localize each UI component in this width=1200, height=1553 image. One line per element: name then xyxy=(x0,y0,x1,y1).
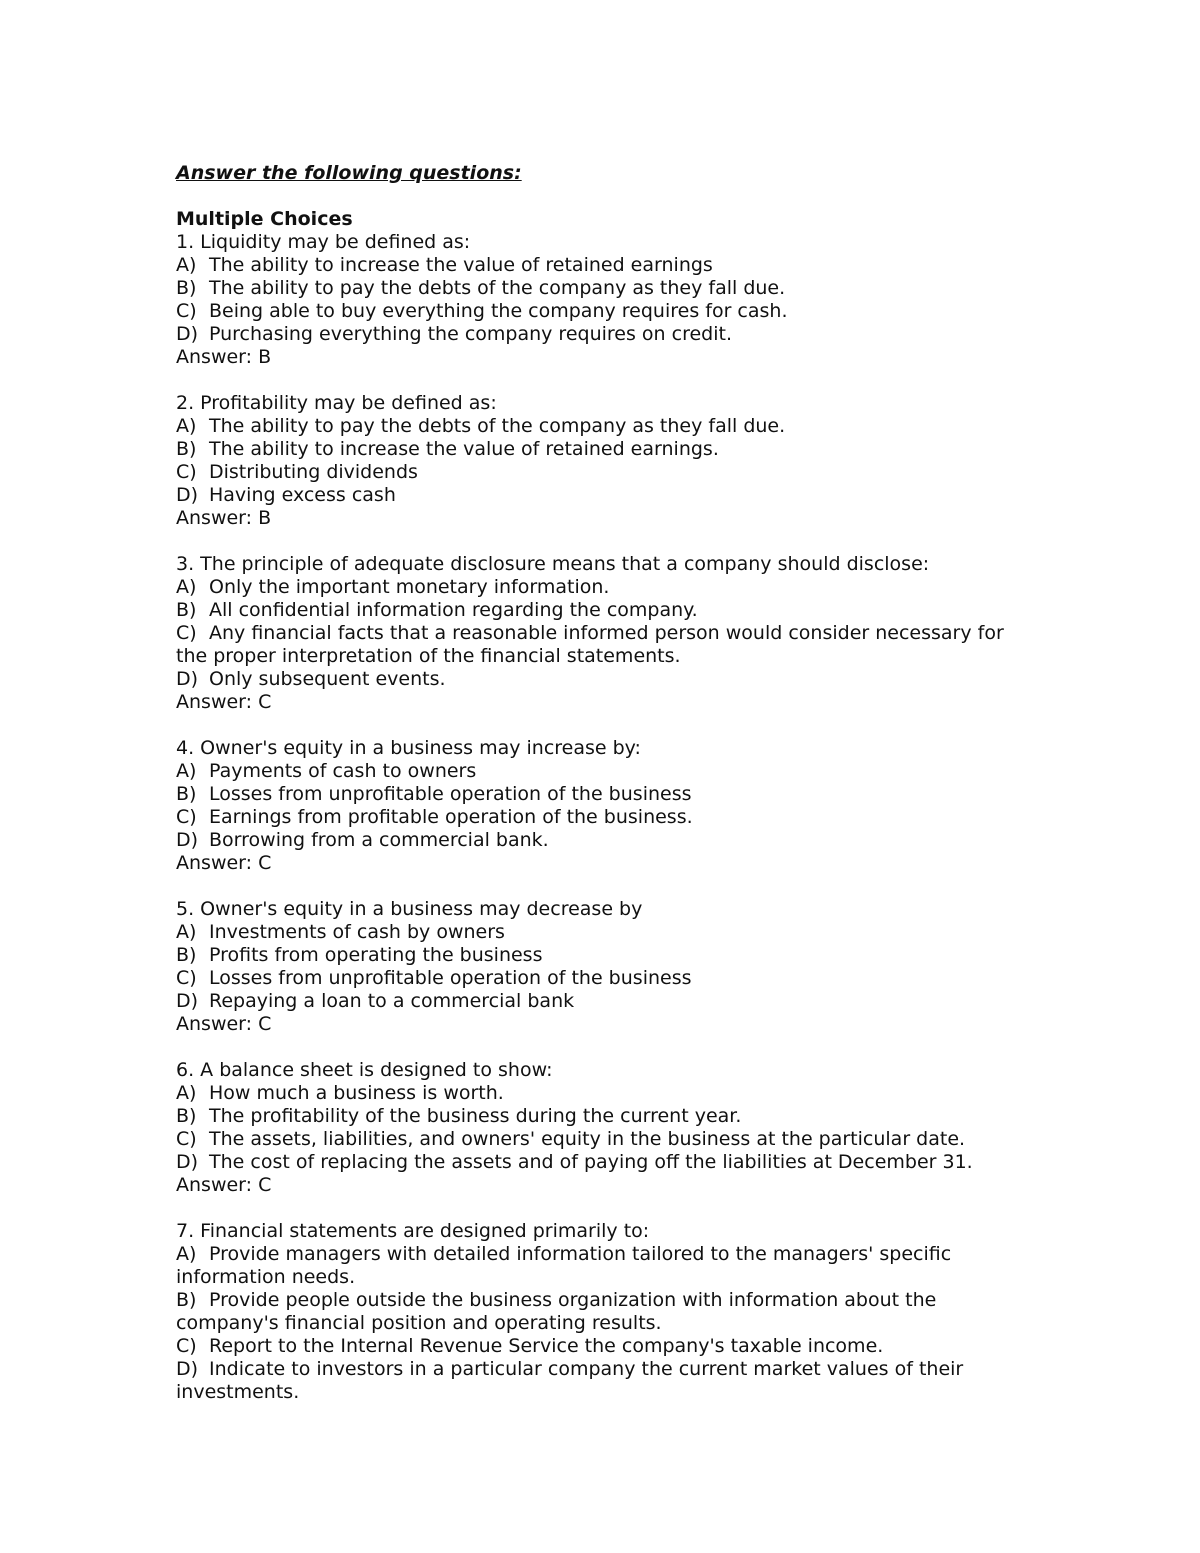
option-label: A) xyxy=(176,921,197,943)
answer-option xyxy=(176,1105,1036,1128)
answer-key: Answer: B xyxy=(176,346,272,368)
option-text: Being able to buy everything the company requires for cash. xyxy=(209,300,788,322)
answer-option xyxy=(176,921,1036,944)
question-block xyxy=(176,1220,1036,1404)
option-text: Provide people outside the business organization with information about the company's financial position and operating results. xyxy=(176,1289,937,1334)
option-label: D) xyxy=(176,668,199,690)
option-label: B) xyxy=(176,1105,197,1127)
answer-option xyxy=(176,760,1036,783)
option-label: C) xyxy=(176,461,197,483)
question-block xyxy=(176,392,1036,530)
answer-option xyxy=(176,783,1036,806)
question-block xyxy=(176,553,1036,714)
option-text: Report to the Internal Revenue Service the company's taxable income. xyxy=(209,1335,884,1357)
answer-option xyxy=(176,1243,1036,1289)
option-text: The ability to pay the debts of the company as they fall due. xyxy=(209,415,786,437)
question-block xyxy=(176,737,1036,875)
answer-option xyxy=(176,323,1036,346)
option-label: A) xyxy=(176,254,197,276)
answer-option xyxy=(176,438,1036,461)
answer-option xyxy=(176,1335,1036,1358)
answer-key: Answer: B xyxy=(176,507,272,529)
answer-option xyxy=(176,599,1036,622)
option-label: B) xyxy=(176,783,197,805)
section-title: Multiple Choices xyxy=(176,208,353,230)
option-text: All confidential information regarding the company. xyxy=(209,599,698,621)
option-label: D) xyxy=(176,990,199,1012)
answer-option xyxy=(176,944,1036,967)
option-label: D) xyxy=(176,829,199,851)
option-label: B) xyxy=(176,1289,197,1311)
answer-option xyxy=(176,484,1036,507)
answer-option xyxy=(176,622,1036,668)
answer-option xyxy=(176,461,1036,484)
option-text: Indicate to investors in a particular company the current market values of their investments. xyxy=(176,1358,964,1403)
option-text: Only subsequent events. xyxy=(209,668,446,690)
page-heading: Answer the following questions: xyxy=(176,162,522,184)
option-label: C) xyxy=(176,967,197,989)
answer-option xyxy=(176,277,1036,300)
answer-option xyxy=(176,806,1036,829)
option-label: B) xyxy=(176,944,197,966)
option-label: D) xyxy=(176,1151,199,1173)
answer-option xyxy=(176,300,1036,323)
option-label: A) xyxy=(176,760,197,782)
option-text: Having excess cash xyxy=(209,484,396,506)
option-text: Only the important monetary information. xyxy=(209,576,610,598)
option-label: C) xyxy=(176,1128,197,1150)
option-text: The cost of replacing the assets and of paying off the liabilities at December 31. xyxy=(209,1151,973,1173)
option-text: How much a business is worth. xyxy=(209,1082,504,1104)
question-stem: 7. Financial statements are designed primarily to: xyxy=(176,1220,650,1242)
question-stem: 4. Owner's equity in a business may increase by: xyxy=(176,737,641,759)
answer-option xyxy=(176,668,1036,691)
option-label: B) xyxy=(176,438,197,460)
option-label: A) xyxy=(176,415,197,437)
option-label: B) xyxy=(176,599,197,621)
option-text: The ability to increase the value of retained earnings xyxy=(209,254,713,276)
answer-option xyxy=(176,415,1036,438)
option-text: Earnings from profitable operation of the business. xyxy=(209,806,693,828)
answer-option xyxy=(176,1082,1036,1105)
question-stem: 1. Liquidity may be defined as: xyxy=(176,231,471,253)
question-list xyxy=(176,231,1036,1404)
answer-option xyxy=(176,967,1036,990)
option-text: Distributing dividends xyxy=(209,461,418,483)
option-label: A) xyxy=(176,1243,197,1265)
option-text: Borrowing from a commercial bank. xyxy=(209,829,549,851)
option-text: Provide managers with detailed information tailored to the managers' specific information needs. xyxy=(176,1243,952,1288)
option-text: Repaying a loan to a commercial bank xyxy=(209,990,575,1012)
option-text: Investments of cash by owners xyxy=(209,921,505,943)
question-stem: 5. Owner's equity in a business may decrease by xyxy=(176,898,643,920)
answer-option xyxy=(176,1358,1036,1404)
answer-key: Answer: C xyxy=(176,852,272,874)
option-text: Losses from unprofitable operation of the business xyxy=(209,967,692,989)
option-text: Payments of cash to owners xyxy=(209,760,477,782)
answer-option xyxy=(176,254,1036,277)
question-stem: 3. The principle of adequate disclosure means that a company should disclose: xyxy=(176,553,930,575)
option-text: Losses from unprofitable operation of the business xyxy=(209,783,692,805)
option-text: The ability to pay the debts of the company as they fall due. xyxy=(209,277,786,299)
option-text: Any financial facts that a reasonable informed person would consider necessary for the proper interpretation of the financial statements. xyxy=(176,622,1004,667)
option-label: A) xyxy=(176,576,197,598)
answer-option xyxy=(176,1289,1036,1335)
question-block xyxy=(176,1059,1036,1197)
answer-option xyxy=(176,829,1036,852)
option-text: Purchasing everything the company requires on credit. xyxy=(209,323,732,345)
answer-option xyxy=(176,990,1036,1013)
option-label: C) xyxy=(176,622,197,644)
option-text: The assets, liabilities, and owners' equity in the business at the particular date. xyxy=(209,1128,966,1150)
answer-option xyxy=(176,576,1036,599)
answer-key: Answer: C xyxy=(176,1174,272,1196)
option-text: Profits from operating the business xyxy=(209,944,543,966)
option-label: D) xyxy=(176,323,199,345)
option-text: The ability to increase the value of retained earnings. xyxy=(209,438,719,460)
option-label: A) xyxy=(176,1082,197,1104)
question-block xyxy=(176,231,1036,369)
option-label: C) xyxy=(176,1335,197,1357)
option-label: B) xyxy=(176,277,197,299)
option-label: C) xyxy=(176,300,197,322)
answer-key: Answer: C xyxy=(176,691,272,713)
question-stem: 2. Profitability may be defined as: xyxy=(176,392,497,414)
question-block xyxy=(176,898,1036,1036)
answer-option xyxy=(176,1128,1036,1151)
answer-key: Answer: C xyxy=(176,1013,272,1035)
document-page xyxy=(176,162,1036,1404)
option-text: The profitability of the business during the current year. xyxy=(209,1105,742,1127)
question-stem: 6. A balance sheet is designed to show: xyxy=(176,1059,553,1081)
option-label: D) xyxy=(176,1358,199,1380)
option-label: D) xyxy=(176,484,199,506)
answer-option xyxy=(176,1151,1036,1174)
option-label: C) xyxy=(176,806,197,828)
